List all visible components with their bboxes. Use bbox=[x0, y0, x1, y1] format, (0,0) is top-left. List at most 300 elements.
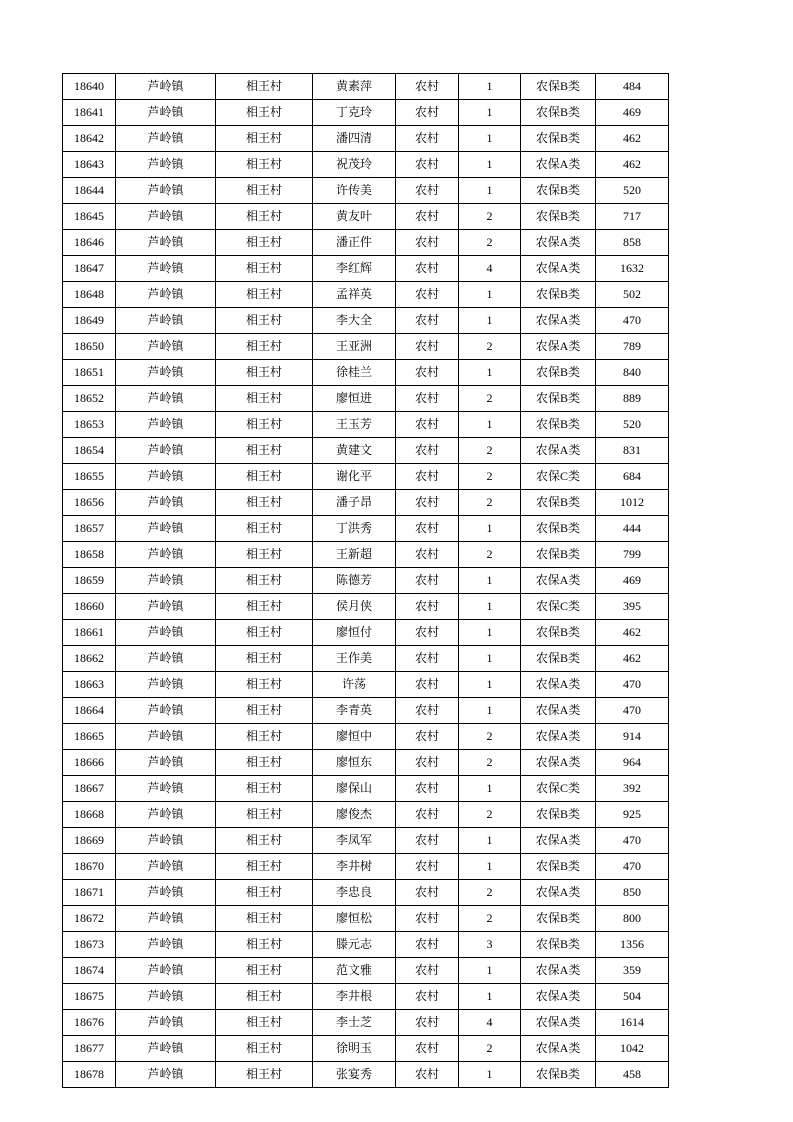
cell-town: 芦岭镇 bbox=[116, 1010, 216, 1036]
cell-town: 芦岭镇 bbox=[116, 490, 216, 516]
cell-town: 芦岭镇 bbox=[116, 750, 216, 776]
cell-amount: 462 bbox=[596, 126, 669, 152]
cell-town: 芦岭镇 bbox=[116, 178, 216, 204]
cell-type: 农村 bbox=[396, 74, 459, 100]
cell-name: 王新超 bbox=[313, 542, 396, 568]
cell-type: 农村 bbox=[396, 152, 459, 178]
table-row bbox=[63, 854, 669, 880]
cell-amount: 395 bbox=[596, 594, 669, 620]
cell-id: 18655 bbox=[63, 464, 116, 490]
table-row bbox=[63, 802, 669, 828]
cell-amount: 444 bbox=[596, 516, 669, 542]
cell-count: 1 bbox=[459, 958, 521, 984]
cell-count: 1 bbox=[459, 412, 521, 438]
cell-category: 农保A类 bbox=[521, 698, 596, 724]
cell-category: 农保C类 bbox=[521, 464, 596, 490]
table-row bbox=[63, 438, 669, 464]
cell-amount: 925 bbox=[596, 802, 669, 828]
cell-name: 徐桂兰 bbox=[313, 360, 396, 386]
cell-type: 农村 bbox=[396, 204, 459, 230]
cell-category: 农保A类 bbox=[521, 984, 596, 1010]
cell-type: 农村 bbox=[396, 542, 459, 568]
cell-category: 农保A类 bbox=[521, 1010, 596, 1036]
cell-village: 相王村 bbox=[216, 906, 313, 932]
cell-count: 1 bbox=[459, 516, 521, 542]
cell-amount: 840 bbox=[596, 360, 669, 386]
table-row bbox=[63, 984, 669, 1010]
cell-town: 芦岭镇 bbox=[116, 880, 216, 906]
cell-name: 丁克玲 bbox=[313, 100, 396, 126]
cell-category: 农保B类 bbox=[521, 490, 596, 516]
cell-count: 2 bbox=[459, 750, 521, 776]
cell-category: 农保A类 bbox=[521, 1036, 596, 1062]
cell-count: 1 bbox=[459, 360, 521, 386]
cell-amount: 470 bbox=[596, 828, 669, 854]
cell-village: 相王村 bbox=[216, 984, 313, 1010]
cell-id: 18657 bbox=[63, 516, 116, 542]
cell-name: 黄建文 bbox=[313, 438, 396, 464]
cell-town: 芦岭镇 bbox=[116, 256, 216, 282]
cell-name: 徐明玉 bbox=[313, 1036, 396, 1062]
cell-type: 农村 bbox=[396, 334, 459, 360]
cell-name: 谢化平 bbox=[313, 464, 396, 490]
cell-type: 农村 bbox=[396, 620, 459, 646]
cell-id: 18668 bbox=[63, 802, 116, 828]
cell-id: 18676 bbox=[63, 1010, 116, 1036]
cell-type: 农村 bbox=[396, 724, 459, 750]
cell-town: 芦岭镇 bbox=[116, 100, 216, 126]
cell-count: 4 bbox=[459, 256, 521, 282]
cell-town: 芦岭镇 bbox=[116, 464, 216, 490]
cell-category: 农保B类 bbox=[521, 282, 596, 308]
cell-name: 丁洪秀 bbox=[313, 516, 396, 542]
cell-category: 农保A类 bbox=[521, 152, 596, 178]
cell-village: 相王村 bbox=[216, 646, 313, 672]
cell-village: 相王村 bbox=[216, 594, 313, 620]
cell-id: 18641 bbox=[63, 100, 116, 126]
table-row bbox=[63, 490, 669, 516]
cell-village: 相王村 bbox=[216, 74, 313, 100]
cell-category: 农保B类 bbox=[521, 620, 596, 646]
cell-id: 18667 bbox=[63, 776, 116, 802]
cell-category: 农保A类 bbox=[521, 438, 596, 464]
cell-category: 农保B类 bbox=[521, 204, 596, 230]
cell-village: 相王村 bbox=[216, 698, 313, 724]
cell-name: 侯月侠 bbox=[313, 594, 396, 620]
cell-amount: 1614 bbox=[596, 1010, 669, 1036]
cell-id: 18643 bbox=[63, 152, 116, 178]
cell-category: 农保A类 bbox=[521, 672, 596, 698]
cell-type: 农村 bbox=[396, 880, 459, 906]
cell-town: 芦岭镇 bbox=[116, 152, 216, 178]
cell-category: 农保B类 bbox=[521, 542, 596, 568]
cell-type: 农村 bbox=[396, 1062, 459, 1088]
cell-category: 农保B类 bbox=[521, 906, 596, 932]
cell-category: 农保B类 bbox=[521, 126, 596, 152]
cell-town: 芦岭镇 bbox=[116, 282, 216, 308]
table-row bbox=[63, 100, 669, 126]
cell-village: 相王村 bbox=[216, 542, 313, 568]
cell-category: 农保A类 bbox=[521, 880, 596, 906]
cell-amount: 684 bbox=[596, 464, 669, 490]
cell-amount: 502 bbox=[596, 282, 669, 308]
cell-village: 相王村 bbox=[216, 256, 313, 282]
cell-type: 农村 bbox=[396, 308, 459, 334]
table-row bbox=[63, 282, 669, 308]
cell-name: 王亚洲 bbox=[313, 334, 396, 360]
cell-village: 相王村 bbox=[216, 854, 313, 880]
cell-count: 2 bbox=[459, 464, 521, 490]
cell-amount: 462 bbox=[596, 620, 669, 646]
cell-category: 农保B类 bbox=[521, 646, 596, 672]
cell-amount: 520 bbox=[596, 412, 669, 438]
cell-id: 18648 bbox=[63, 282, 116, 308]
table-row bbox=[63, 1010, 669, 1036]
cell-count: 2 bbox=[459, 724, 521, 750]
cell-village: 相王村 bbox=[216, 516, 313, 542]
cell-category: 农保B类 bbox=[521, 412, 596, 438]
cell-village: 相王村 bbox=[216, 360, 313, 386]
cell-village: 相王村 bbox=[216, 750, 313, 776]
cell-count: 1 bbox=[459, 568, 521, 594]
cell-name: 李青英 bbox=[313, 698, 396, 724]
cell-type: 农村 bbox=[396, 594, 459, 620]
cell-village: 相王村 bbox=[216, 386, 313, 412]
cell-name: 李红辉 bbox=[313, 256, 396, 282]
table-row bbox=[63, 750, 669, 776]
cell-type: 农村 bbox=[396, 750, 459, 776]
cell-category: 农保B类 bbox=[521, 360, 596, 386]
cell-category: 农保B类 bbox=[521, 74, 596, 100]
cell-category: 农保B类 bbox=[521, 1062, 596, 1088]
cell-town: 芦岭镇 bbox=[116, 438, 216, 464]
cell-name: 李井根 bbox=[313, 984, 396, 1010]
cell-village: 相王村 bbox=[216, 828, 313, 854]
table-row bbox=[63, 932, 669, 958]
cell-town: 芦岭镇 bbox=[116, 308, 216, 334]
cell-name: 李大全 bbox=[313, 308, 396, 334]
table-row bbox=[63, 594, 669, 620]
cell-village: 相王村 bbox=[216, 1010, 313, 1036]
cell-town: 芦岭镇 bbox=[116, 516, 216, 542]
cell-id: 18645 bbox=[63, 204, 116, 230]
cell-id: 18646 bbox=[63, 230, 116, 256]
cell-amount: 470 bbox=[596, 854, 669, 880]
cell-type: 农村 bbox=[396, 438, 459, 464]
cell-id: 18678 bbox=[63, 1062, 116, 1088]
cell-village: 相王村 bbox=[216, 776, 313, 802]
cell-amount: 392 bbox=[596, 776, 669, 802]
cell-village: 相王村 bbox=[216, 672, 313, 698]
cell-type: 农村 bbox=[396, 256, 459, 282]
cell-amount: 889 bbox=[596, 386, 669, 412]
cell-name: 陈德芳 bbox=[313, 568, 396, 594]
cell-village: 相王村 bbox=[216, 204, 313, 230]
table-row bbox=[63, 828, 669, 854]
cell-town: 芦岭镇 bbox=[116, 672, 216, 698]
cell-name: 廖恒付 bbox=[313, 620, 396, 646]
cell-id: 18653 bbox=[63, 412, 116, 438]
cell-village: 相王村 bbox=[216, 568, 313, 594]
cell-town: 芦岭镇 bbox=[116, 74, 216, 100]
cell-count: 1 bbox=[459, 828, 521, 854]
cell-town: 芦岭镇 bbox=[116, 854, 216, 880]
cell-id: 18651 bbox=[63, 360, 116, 386]
cell-name: 廖恒中 bbox=[313, 724, 396, 750]
cell-id: 18649 bbox=[63, 308, 116, 334]
cell-count: 1 bbox=[459, 620, 521, 646]
cell-type: 农村 bbox=[396, 646, 459, 672]
cell-category: 农保A类 bbox=[521, 750, 596, 776]
table-row bbox=[63, 880, 669, 906]
cell-id: 18666 bbox=[63, 750, 116, 776]
cell-count: 2 bbox=[459, 386, 521, 412]
cell-town: 芦岭镇 bbox=[116, 542, 216, 568]
cell-category: 农保B类 bbox=[521, 178, 596, 204]
cell-category: 农保A类 bbox=[521, 568, 596, 594]
cell-count: 1 bbox=[459, 282, 521, 308]
table-row bbox=[63, 386, 669, 412]
cell-category: 农保A类 bbox=[521, 334, 596, 360]
cell-count: 2 bbox=[459, 542, 521, 568]
cell-name: 潘子昂 bbox=[313, 490, 396, 516]
table-row bbox=[63, 776, 669, 802]
cell-id: 18663 bbox=[63, 672, 116, 698]
cell-count: 4 bbox=[459, 1010, 521, 1036]
cell-village: 相王村 bbox=[216, 464, 313, 490]
cell-count: 1 bbox=[459, 672, 521, 698]
cell-category: 农保C类 bbox=[521, 594, 596, 620]
cell-id: 18654 bbox=[63, 438, 116, 464]
cell-town: 芦岭镇 bbox=[116, 204, 216, 230]
cell-id: 18664 bbox=[63, 698, 116, 724]
table-row bbox=[63, 646, 669, 672]
cell-count: 1 bbox=[459, 74, 521, 100]
cell-town: 芦岭镇 bbox=[116, 230, 216, 256]
table-row bbox=[63, 256, 669, 282]
cell-amount: 462 bbox=[596, 646, 669, 672]
cell-category: 农保B类 bbox=[521, 516, 596, 542]
table-row bbox=[63, 126, 669, 152]
cell-type: 农村 bbox=[396, 906, 459, 932]
cell-type: 农村 bbox=[396, 776, 459, 802]
cell-type: 农村 bbox=[396, 1010, 459, 1036]
cell-type: 农村 bbox=[396, 854, 459, 880]
cell-village: 相王村 bbox=[216, 178, 313, 204]
cell-id: 18665 bbox=[63, 724, 116, 750]
table-row bbox=[63, 74, 669, 100]
table-row bbox=[63, 620, 669, 646]
table-row bbox=[63, 464, 669, 490]
cell-count: 1 bbox=[459, 594, 521, 620]
cell-category: 农保B类 bbox=[521, 386, 596, 412]
cell-town: 芦岭镇 bbox=[116, 360, 216, 386]
cell-category: 农保A类 bbox=[521, 828, 596, 854]
cell-village: 相王村 bbox=[216, 126, 313, 152]
cell-type: 农村 bbox=[396, 802, 459, 828]
cell-category: 农保A类 bbox=[521, 724, 596, 750]
cell-type: 农村 bbox=[396, 984, 459, 1010]
cell-amount: 470 bbox=[596, 672, 669, 698]
cell-count: 1 bbox=[459, 984, 521, 1010]
records-table bbox=[62, 73, 669, 1088]
cell-category: 农保B类 bbox=[521, 100, 596, 126]
cell-village: 相王村 bbox=[216, 620, 313, 646]
cell-village: 相王村 bbox=[216, 1062, 313, 1088]
cell-amount: 800 bbox=[596, 906, 669, 932]
cell-id: 18672 bbox=[63, 906, 116, 932]
cell-name: 孟祥英 bbox=[313, 282, 396, 308]
table-row bbox=[63, 672, 669, 698]
cell-name: 潘四清 bbox=[313, 126, 396, 152]
cell-id: 18658 bbox=[63, 542, 116, 568]
cell-name: 李士芝 bbox=[313, 1010, 396, 1036]
cell-id: 18650 bbox=[63, 334, 116, 360]
cell-count: 1 bbox=[459, 854, 521, 880]
cell-name: 廖恒东 bbox=[313, 750, 396, 776]
table-row bbox=[63, 152, 669, 178]
cell-name: 李忠良 bbox=[313, 880, 396, 906]
cell-type: 农村 bbox=[396, 386, 459, 412]
cell-id: 18674 bbox=[63, 958, 116, 984]
cell-amount: 914 bbox=[596, 724, 669, 750]
cell-category: 农保A类 bbox=[521, 308, 596, 334]
cell-town: 芦岭镇 bbox=[116, 1062, 216, 1088]
cell-name: 廖恒进 bbox=[313, 386, 396, 412]
cell-amount: 458 bbox=[596, 1062, 669, 1088]
cell-amount: 717 bbox=[596, 204, 669, 230]
cell-village: 相王村 bbox=[216, 334, 313, 360]
cell-town: 芦岭镇 bbox=[116, 724, 216, 750]
cell-count: 1 bbox=[459, 308, 521, 334]
cell-type: 农村 bbox=[396, 230, 459, 256]
cell-town: 芦岭镇 bbox=[116, 126, 216, 152]
cell-type: 农村 bbox=[396, 178, 459, 204]
table-row bbox=[63, 360, 669, 386]
cell-town: 芦岭镇 bbox=[116, 698, 216, 724]
cell-type: 农村 bbox=[396, 698, 459, 724]
cell-count: 2 bbox=[459, 230, 521, 256]
cell-id: 18669 bbox=[63, 828, 116, 854]
cell-amount: 964 bbox=[596, 750, 669, 776]
cell-category: 农保A类 bbox=[521, 230, 596, 256]
cell-amount: 484 bbox=[596, 74, 669, 100]
cell-category: 农保B类 bbox=[521, 932, 596, 958]
cell-town: 芦岭镇 bbox=[116, 932, 216, 958]
cell-count: 3 bbox=[459, 932, 521, 958]
cell-name: 许荡 bbox=[313, 672, 396, 698]
cell-name: 李凤军 bbox=[313, 828, 396, 854]
cell-amount: 469 bbox=[596, 568, 669, 594]
cell-town: 芦岭镇 bbox=[116, 386, 216, 412]
table-row bbox=[63, 698, 669, 724]
cell-town: 芦岭镇 bbox=[116, 906, 216, 932]
cell-name: 黄友叶 bbox=[313, 204, 396, 230]
cell-amount: 470 bbox=[596, 308, 669, 334]
cell-type: 农村 bbox=[396, 1036, 459, 1062]
cell-name: 李井树 bbox=[313, 854, 396, 880]
cell-name: 潘正件 bbox=[313, 230, 396, 256]
cell-town: 芦岭镇 bbox=[116, 802, 216, 828]
cell-town: 芦岭镇 bbox=[116, 776, 216, 802]
cell-village: 相王村 bbox=[216, 490, 313, 516]
cell-category: 农保C类 bbox=[521, 776, 596, 802]
table-row bbox=[63, 568, 669, 594]
cell-name: 黄素萍 bbox=[313, 74, 396, 100]
cell-id: 18656 bbox=[63, 490, 116, 516]
cell-count: 2 bbox=[459, 906, 521, 932]
cell-town: 芦岭镇 bbox=[116, 334, 216, 360]
cell-town: 芦岭镇 bbox=[116, 828, 216, 854]
cell-type: 农村 bbox=[396, 516, 459, 542]
cell-id: 18642 bbox=[63, 126, 116, 152]
cell-id: 18652 bbox=[63, 386, 116, 412]
cell-category: 农保B类 bbox=[521, 854, 596, 880]
cell-id: 18640 bbox=[63, 74, 116, 100]
cell-name: 廖恒松 bbox=[313, 906, 396, 932]
cell-id: 18659 bbox=[63, 568, 116, 594]
cell-name: 范文雅 bbox=[313, 958, 396, 984]
cell-town: 芦岭镇 bbox=[116, 1036, 216, 1062]
cell-amount: 1632 bbox=[596, 256, 669, 282]
cell-village: 相王村 bbox=[216, 932, 313, 958]
cell-id: 18677 bbox=[63, 1036, 116, 1062]
cell-id: 18644 bbox=[63, 178, 116, 204]
cell-town: 芦岭镇 bbox=[116, 568, 216, 594]
cell-name: 许传美 bbox=[313, 178, 396, 204]
cell-village: 相王村 bbox=[216, 438, 313, 464]
cell-count: 2 bbox=[459, 204, 521, 230]
cell-count: 1 bbox=[459, 178, 521, 204]
table-row bbox=[63, 204, 669, 230]
table-row bbox=[63, 1062, 669, 1088]
table-row bbox=[63, 958, 669, 984]
cell-count: 1 bbox=[459, 698, 521, 724]
cell-village: 相王村 bbox=[216, 230, 313, 256]
cell-amount: 469 bbox=[596, 100, 669, 126]
cell-type: 农村 bbox=[396, 126, 459, 152]
cell-count: 2 bbox=[459, 490, 521, 516]
table-row bbox=[63, 412, 669, 438]
table-row bbox=[63, 516, 669, 542]
cell-count: 1 bbox=[459, 776, 521, 802]
cell-amount: 359 bbox=[596, 958, 669, 984]
table-row bbox=[63, 230, 669, 256]
cell-type: 农村 bbox=[396, 412, 459, 438]
cell-amount: 1012 bbox=[596, 490, 669, 516]
table-row bbox=[63, 1036, 669, 1062]
cell-town: 芦岭镇 bbox=[116, 594, 216, 620]
cell-village: 相王村 bbox=[216, 282, 313, 308]
table-row bbox=[63, 906, 669, 932]
cell-village: 相王村 bbox=[216, 1036, 313, 1062]
table-row bbox=[63, 334, 669, 360]
cell-type: 农村 bbox=[396, 490, 459, 516]
cell-id: 18662 bbox=[63, 646, 116, 672]
cell-name: 滕元志 bbox=[313, 932, 396, 958]
cell-village: 相王村 bbox=[216, 880, 313, 906]
cell-type: 农村 bbox=[396, 464, 459, 490]
cell-count: 2 bbox=[459, 880, 521, 906]
cell-type: 农村 bbox=[396, 958, 459, 984]
cell-town: 芦岭镇 bbox=[116, 646, 216, 672]
cell-village: 相王村 bbox=[216, 308, 313, 334]
cell-amount: 520 bbox=[596, 178, 669, 204]
cell-amount: 1356 bbox=[596, 932, 669, 958]
cell-amount: 1042 bbox=[596, 1036, 669, 1062]
cell-id: 18670 bbox=[63, 854, 116, 880]
cell-type: 农村 bbox=[396, 360, 459, 386]
